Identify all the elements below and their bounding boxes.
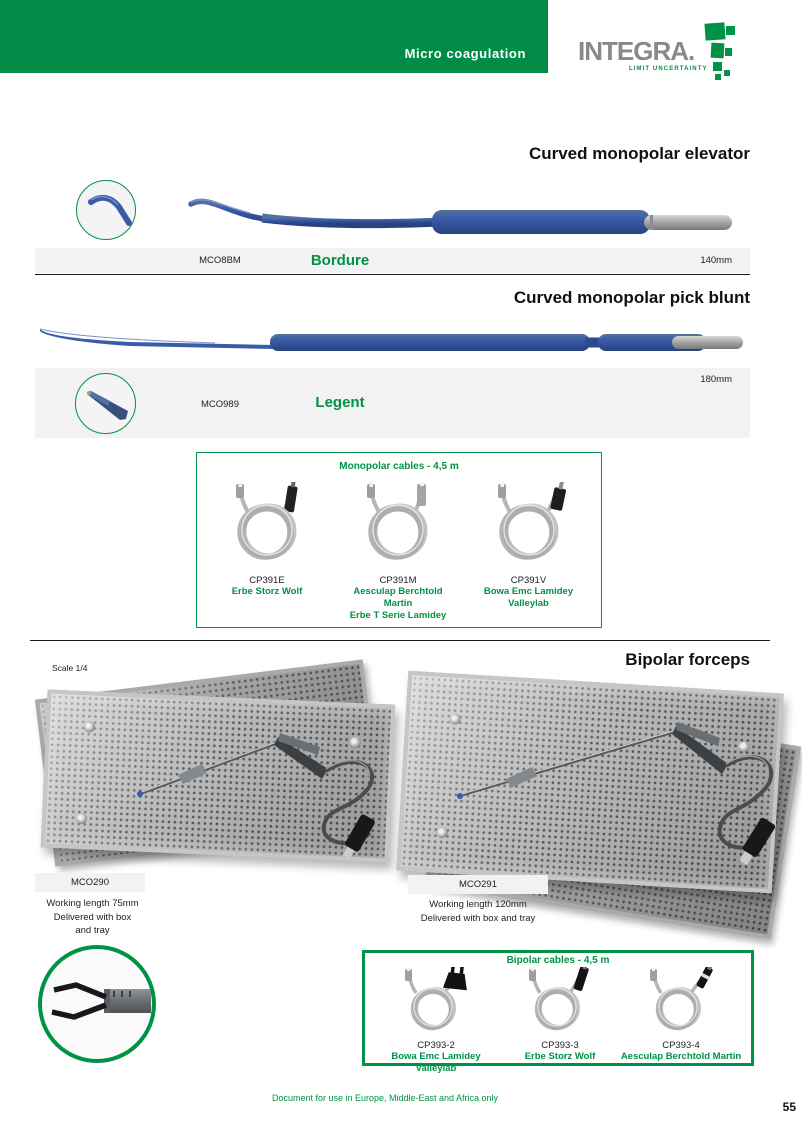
product-code-mco291: MCO291 bbox=[408, 875, 548, 894]
cable-image-cp391v bbox=[474, 482, 584, 568]
cable-code: CP393-4 bbox=[662, 1040, 700, 1051]
cable-image-cp391m bbox=[343, 482, 453, 568]
desc-line: Delivered with box bbox=[53, 911, 132, 923]
spec-band-pick bbox=[35, 368, 750, 438]
integra-logo-wordmark: INTEGRA. bbox=[578, 36, 695, 66]
desc-line: Working length 75mm bbox=[46, 898, 139, 909]
section-title-bipolar: Bipolar forceps bbox=[625, 650, 750, 669]
cable-image-cp393-4 bbox=[631, 967, 731, 1033]
cable-code: CP393-2 bbox=[417, 1040, 455, 1051]
spec-band-elevator bbox=[35, 248, 750, 273]
forceps-on-tray-image bbox=[30, 675, 400, 887]
cable-brand: Aesculap Berchtold Martin bbox=[620, 1051, 742, 1062]
product-length-pick: 180mm bbox=[700, 374, 732, 385]
section-title-pick: Curved monopolar pick blunt bbox=[513, 288, 750, 307]
cable-item-cp391m bbox=[338, 482, 458, 622]
cable-item-cp393-2 bbox=[372, 967, 500, 1075]
cable-item-cp391v bbox=[466, 482, 591, 610]
cable-brand: Bowa Emc Lamidey Valleylab bbox=[483, 586, 574, 609]
integra-logo-tagline: LIMIT UNCERTAINTY bbox=[629, 66, 708, 72]
cable-code: CP393-3 bbox=[541, 1040, 579, 1051]
cable-image-cp393-2 bbox=[386, 967, 486, 1033]
monopolar-cables-title: Monopolar cables - 4,5 m bbox=[339, 461, 459, 472]
scale-note: Scale 1/4 bbox=[52, 663, 88, 673]
cable-image-cp393-3 bbox=[510, 967, 610, 1033]
divider-line-bipolar bbox=[30, 640, 770, 641]
detail-circle-elevator bbox=[76, 180, 136, 240]
product-desc-mco290 bbox=[20, 897, 165, 938]
pick-instrument-image bbox=[35, 320, 745, 362]
pick-tip-detail-image bbox=[76, 374, 136, 434]
forceps-tip-detail-image bbox=[42, 949, 151, 1058]
elevator-instrument-image bbox=[182, 190, 742, 240]
cable-brand: Erbe Storz Wolf bbox=[524, 1051, 596, 1062]
product-length-elevator: 140mm bbox=[700, 255, 732, 266]
banner-title: Micro coagulation bbox=[404, 46, 526, 61]
cable-brand: Bowa Emc Lamidey Valleylab bbox=[391, 1051, 481, 1074]
cable-item-cp393-3 bbox=[510, 967, 610, 1063]
detail-circle-bipolar-forceps bbox=[38, 945, 156, 1063]
product-desc-mco291 bbox=[393, 898, 563, 925]
cable-item-cp393-4 bbox=[616, 967, 746, 1063]
product-code-mco290: MCO290 bbox=[35, 873, 145, 892]
tray-photo-mco290 bbox=[30, 675, 400, 887]
cable-item-cp391e bbox=[212, 482, 322, 598]
integra-logo-squares-icon bbox=[703, 22, 761, 82]
divider-line-elevator bbox=[35, 274, 750, 275]
cable-code: CP391E bbox=[249, 575, 285, 586]
elevator-tip-detail-image bbox=[77, 181, 136, 240]
cable-brand: Aesculap Berchtold Martin bbox=[353, 586, 443, 609]
page-number: 55 bbox=[782, 1100, 796, 1114]
cable-brand-2: Erbe T Serie Lamidey bbox=[349, 610, 447, 621]
cable-brand: Erbe Storz Wolf bbox=[231, 586, 303, 597]
desc-line: and tray bbox=[75, 925, 110, 936]
product-name-elevator: Bordure bbox=[310, 252, 370, 269]
section-title-elevator: Curved monopolar elevator bbox=[528, 144, 750, 163]
detail-circle-pick bbox=[75, 373, 136, 434]
desc-line: Working length 120mm bbox=[429, 899, 527, 910]
footer-notice: Document for use in Europe, Middle-East and Africa only bbox=[271, 1093, 499, 1103]
header-banner bbox=[0, 0, 548, 73]
product-name-pick: Legent bbox=[315, 394, 365, 411]
cable-image-cp391e bbox=[212, 482, 322, 568]
cable-code: CP391V bbox=[510, 575, 547, 586]
desc-line: Delivered with box and tray bbox=[420, 912, 536, 924]
product-code-elevator: MCO8BM bbox=[199, 255, 241, 266]
product-code-pick: MCO989 bbox=[200, 399, 239, 410]
cable-code: CP391M bbox=[379, 575, 417, 586]
bipolar-cables-title: Bipolar cables - 4,5 m bbox=[506, 955, 610, 966]
